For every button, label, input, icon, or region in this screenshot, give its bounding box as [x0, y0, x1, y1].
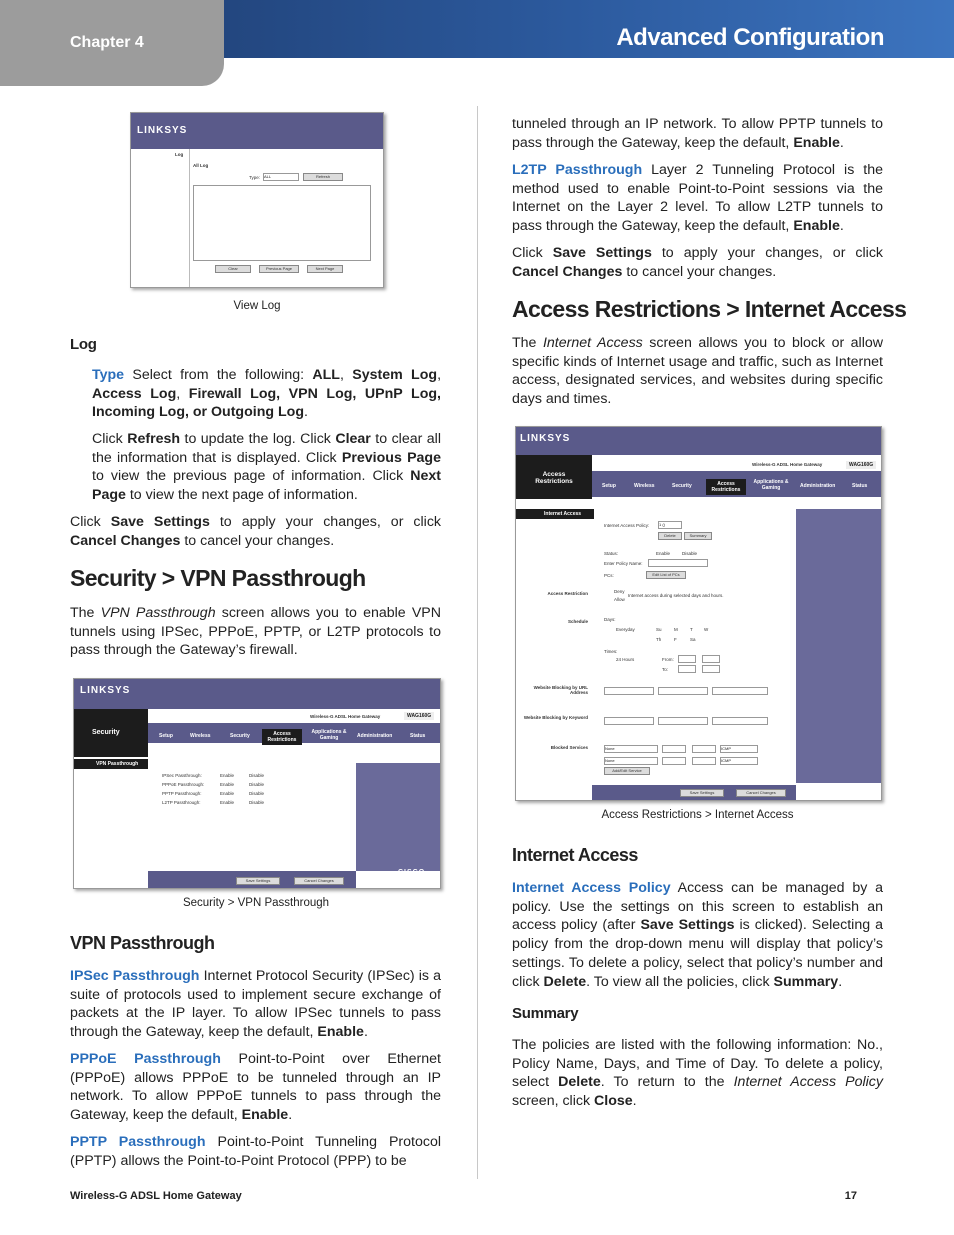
type-label: Type:: [249, 175, 261, 180]
text: Layer 2 Tunneling Protocol is the method used to enable Point-to-Point sessions via the Internet on the Layer 2 level. To allow L2TP tunnels to pass through the Gateway, keep the default,: [512, 162, 883, 235]
access-restrictions-heading: Access Restrictions > Internet Access: [512, 296, 907, 322]
footer-product: Wireless-G ADSL Home Gateway: [70, 1190, 242, 1202]
cancel-changes-button[interactable]: Cancel Changes: [294, 877, 344, 885]
save-settings-button[interactable]: Save Settings: [236, 877, 280, 885]
url-input[interactable]: [658, 687, 708, 695]
to-label: To:: [662, 667, 669, 672]
text: .: [838, 973, 843, 990]
column-divider: [477, 106, 478, 1179]
enable-radio[interactable]: Enable: [220, 773, 235, 778]
text: Previous Page: [341, 449, 441, 466]
text: to clear all the information that is displayed. Click: [92, 431, 441, 466]
url-input[interactable]: [604, 687, 654, 695]
to-minute-select[interactable]: [702, 665, 720, 673]
deny-radio[interactable]: Deny: [614, 589, 625, 594]
disable-radio[interactable]: Disable: [249, 773, 265, 778]
tab-security[interactable]: Security: [230, 733, 250, 739]
allow-radio[interactable]: Allow: [614, 597, 625, 602]
text: The policies are listed with the following information: No., Policy Name, Days, and Time of Day. To delete a policy, select: [512, 1037, 883, 1091]
day-m[interactable]: M: [674, 627, 678, 632]
tab-status[interactable]: Status: [852, 483, 868, 489]
24-hours-radio[interactable]: 24 Hours: [616, 657, 635, 662]
tab-status[interactable]: Status: [410, 733, 426, 739]
day-su[interactable]: Su: [656, 627, 662, 632]
text: Internet Access Policy: [733, 1074, 883, 1091]
product-name: Wireless-G ADSL Home Gateway: [752, 462, 823, 467]
text: Select from the following:: [124, 367, 313, 383]
text: Summary: [773, 973, 839, 990]
tab-wireless[interactable]: Wireless: [190, 733, 211, 739]
text: The: [512, 335, 543, 351]
view-log-screenshot: [130, 112, 384, 288]
keyword-input[interactable]: [604, 717, 654, 725]
text: System Log: [352, 367, 438, 383]
disable-radio[interactable]: Disable: [249, 782, 265, 787]
edit-pcs-button[interactable]: Edit List of PCs: [646, 571, 686, 579]
protocol-select[interactable]: ICMP: [720, 745, 758, 753]
policy-name-label: Enter Policy Name:: [604, 561, 643, 566]
l2tp-term: L2TP Passthrough: [512, 162, 643, 178]
type-paragraph: [92, 366, 441, 422]
pptp-continued: [512, 115, 883, 152]
section-label: Access Restrictions: [535, 471, 573, 485]
everyday-checkbox[interactable]: Everyday: [616, 627, 635, 632]
page-header-title: Advanced Configuration: [616, 24, 884, 51]
internet-access-subheading: Internet Access: [512, 845, 638, 865]
keyword-input[interactable]: [712, 717, 768, 725]
text: Save Settings: [110, 514, 210, 530]
save-paragraph-left: [70, 513, 441, 550]
next-page-button[interactable]: Next Page: [307, 265, 343, 273]
divider: [189, 149, 190, 287]
text: screen, click: [512, 1093, 594, 1110]
text: .: [363, 1024, 368, 1041]
pppoe-row: PPPoE Passthrough:: [162, 782, 205, 787]
product-bar: [592, 455, 881, 471]
summary-heading: Summary: [512, 1005, 579, 1022]
times-label: Times:: [604, 649, 618, 654]
model-label: WAG160G: [846, 461, 876, 469]
text: Cancel Changes: [512, 263, 623, 280]
text: Clear: [335, 431, 371, 447]
text: ,: [176, 385, 189, 402]
page-number: 17: [844, 1190, 857, 1202]
text: Point-to-Point Tunneling Protocol (PPTP) allows the Point-to-Point Protocol (PPP) to be: [70, 1134, 441, 1169]
ipsec-row: IPSec Passthrough:: [162, 773, 202, 778]
summary-button[interactable]: Summary: [684, 532, 712, 540]
tab-access-restrictions[interactable]: Access Restrictions: [262, 729, 302, 745]
day-f[interactable]: F: [674, 637, 677, 642]
text: Access Log: [92, 385, 177, 402]
internet-access-label: Internet Access: [544, 511, 582, 517]
text: VPN Passthrough: [100, 605, 216, 621]
add-edit-service-button[interactable]: Add/Edit Service: [604, 767, 650, 775]
access-restrictions-caption: Access Restrictions > Internet Access: [601, 809, 794, 821]
text: to apply your changes, or click: [651, 245, 884, 261]
pppoe-term: PPPoE Passthrough: [70, 1051, 221, 1067]
refresh-paragraph: [92, 430, 441, 505]
tab-administration[interactable]: Administration: [800, 483, 836, 489]
text: screen allows you to block or allow specific kinds of Internet usage and traffic, such as Internet access, designated services, and websites during specific days and times.: [512, 335, 884, 408]
text: ,: [339, 367, 353, 383]
pcs-label: PCs:: [604, 573, 614, 578]
view-log-caption: View Log: [233, 300, 281, 312]
type-term: Type: [92, 367, 125, 383]
days-label: Days:: [604, 617, 616, 622]
service-select[interactable]: None: [604, 757, 658, 765]
text: . To view all the policies, click: [586, 973, 774, 990]
refresh-button[interactable]: Refresh: [303, 173, 343, 181]
previous-page-button[interactable]: Previous Page: [259, 265, 299, 273]
text: to view the previous page of information. Click: [92, 468, 411, 485]
enable-radio[interactable]: Enable: [656, 551, 671, 556]
access-restrictions-screenshot: [515, 426, 882, 801]
all-log-title: All Log: [193, 163, 209, 168]
keyword-input[interactable]: [658, 717, 708, 725]
product-name: Wireless-G ADSL Home Gateway: [310, 714, 381, 719]
policy-name-input[interactable]: [648, 559, 708, 567]
text: The: [70, 605, 101, 621]
tab-access-restrictions[interactable]: Access Restrictions: [706, 479, 746, 495]
tab-setup[interactable]: Setup: [159, 733, 173, 739]
text: Firewall Log, VPN Log, UPnP Log, Incoming Log, or Outgoing Log: [92, 385, 441, 421]
l2tp-paragraph: [512, 161, 883, 236]
pptp-row: PPTP Passthrough:: [162, 791, 202, 796]
text: Click: [70, 514, 111, 530]
port-input[interactable]: [662, 757, 686, 765]
ipsec-term: IPSec Passthrough: [70, 968, 200, 984]
l2tp-row: L2TP Passthrough:: [162, 800, 201, 805]
text: Enable: [793, 218, 840, 235]
blocked-services-label: Blocked Services: [550, 745, 588, 750]
day-w[interactable]: W: [704, 627, 709, 632]
policy-select[interactable]: 1 (): [658, 521, 682, 529]
tab-security[interactable]: Security: [672, 483, 692, 489]
text: .: [303, 404, 308, 421]
text: Internet Access: [542, 335, 643, 351]
text: Close: [594, 1093, 633, 1110]
text: .: [839, 134, 844, 151]
status-label: Status:: [604, 551, 619, 556]
text: Click: [92, 431, 128, 447]
port-input[interactable]: [692, 757, 716, 765]
enable-radio[interactable]: Enable: [220, 800, 235, 805]
policy-label: Internet Access Policy:: [604, 523, 650, 528]
disable-radio[interactable]: Disable: [682, 551, 698, 556]
text: to update the log. Click: [180, 431, 336, 447]
text: Enable: [793, 134, 840, 151]
deny-description: Internet access during selected days and hours.: [628, 593, 724, 598]
vpn-heading: Security > VPN Passthrough: [70, 565, 366, 591]
from-minute-select[interactable]: [702, 655, 720, 663]
help-panel: [356, 763, 440, 871]
text: Click: [512, 245, 553, 261]
text: to cancel your changes.: [622, 263, 777, 280]
screenshot-header: [516, 427, 881, 455]
tab-wireless[interactable]: Wireless: [634, 483, 655, 489]
text: Next Page: [92, 468, 441, 504]
from-hour-select[interactable]: [678, 655, 696, 663]
vpn-subheading: VPN Passthrough: [70, 933, 215, 953]
schedule-label: Schedule: [567, 619, 588, 624]
day-t[interactable]: T: [690, 627, 693, 632]
text: Save Settings: [640, 917, 735, 934]
pptp-term: PPTP Passthrough: [70, 1134, 206, 1150]
url-blocking-label: Website Blocking by URL Address: [533, 685, 588, 695]
text: screen allows you to enable VPN tunnels using IPSec, PPPoE, PPTP, or L2TP protocols to pass through the Gateway’s firewall.: [70, 605, 441, 659]
section-label: Security: [92, 729, 120, 736]
chapter-label: Chapter 4: [70, 34, 144, 51]
text: Access can be managed by a policy. Use the settings on this screen to establish an access policy (after: [512, 880, 884, 934]
log-heading: Log: [70, 336, 97, 353]
text: Delete: [543, 973, 587, 990]
text: Enable: [241, 1107, 289, 1124]
text: .: [288, 1107, 293, 1124]
vpn-passthrough-label: VPN Passthrough: [96, 761, 139, 767]
tab-administration[interactable]: Administration: [357, 733, 393, 739]
linksys-logo: LINKSYS: [520, 433, 571, 444]
text: Enable: [317, 1024, 364, 1041]
text: is clicked). Selecting a policy from the drop-down menu will display that policy’s settings. To delete a policy, select that policy’s number and click: [512, 917, 883, 990]
delete-button[interactable]: Delete: [658, 532, 682, 540]
enable-radio[interactable]: Enable: [220, 782, 235, 787]
disable-radio[interactable]: Disable: [249, 800, 265, 805]
cisco-logo: CISCO: [838, 783, 866, 790]
url-input[interactable]: [712, 687, 768, 695]
day-sa[interactable]: Sa: [690, 637, 696, 642]
port-input[interactable]: [662, 745, 686, 753]
vpn-caption: Security > VPN Passthrough: [182, 897, 330, 909]
cancel-changes-button[interactable]: Cancel Changes: [736, 789, 786, 797]
protocol-select[interactable]: ICMP: [720, 757, 758, 765]
save-settings-button[interactable]: Save Settings: [680, 789, 724, 797]
model-label: WAG160G: [404, 712, 434, 720]
save-paragraph-right: [512, 244, 883, 281]
disable-radio[interactable]: Disable: [249, 791, 265, 796]
linksys-logo: LINKSYS: [80, 685, 131, 696]
log-area: [193, 185, 371, 261]
product-bar: [148, 709, 440, 721]
pppoe-paragraph: [70, 1050, 441, 1125]
access-restriction-label: Access Restriction: [547, 591, 588, 596]
linksys-logo: LINKSYS: [137, 125, 188, 136]
text: . To return to the: [600, 1074, 734, 1091]
text: .: [632, 1093, 637, 1110]
text: tunneled through an IP network. To allow PPTP tunnels to pass through the Gateway, keep the default,: [512, 116, 883, 151]
vpn-screenshot: [73, 678, 441, 889]
to-hour-select[interactable]: [678, 665, 696, 673]
log-section-label: Log: [175, 152, 184, 157]
text: Internet Protocol Security (IPSec) is a suite of protocols used to implement secure exchange of packets at the IP layer. To allow IPSec tunnels to pass through the Gateway, keep the default,: [70, 968, 441, 1041]
access-restrictions-intro: [512, 334, 883, 409]
text: to apply your changes, or click: [209, 514, 442, 530]
type-select[interactable]: ALL: [263, 173, 299, 181]
text: Cancel Changes: [70, 532, 181, 549]
text: to view the next page of information.: [125, 487, 358, 504]
help-panel: [796, 509, 881, 783]
tab-applications-gaming[interactable]: Applications & Gaming: [753, 479, 789, 491]
clear-button[interactable]: Clear: [215, 265, 251, 273]
internet-access-policy-paragraph: [512, 879, 883, 991]
keyword-blocking-label: Website Blocking by Keyword: [523, 715, 588, 720]
summary-paragraph: [512, 1036, 883, 1111]
internet-access-policy-term: Internet Access Policy: [512, 880, 671, 896]
text: Point-to-Point over Ethernet (PPPoE) allows PPPoE to be tunneled through an IP network. To allow PPPoE tunnels to pass through the Gateway, keep the default,: [70, 1051, 441, 1124]
port-input[interactable]: [692, 745, 716, 753]
chapter-tab: [0, 0, 224, 86]
text: ALL: [312, 367, 340, 383]
cisco-logo: CISCO: [398, 869, 426, 876]
from-label: From:: [662, 657, 674, 662]
text: Delete: [558, 1074, 601, 1091]
service-select[interactable]: None: [604, 745, 658, 753]
text: .: [839, 218, 844, 235]
enable-radio[interactable]: Enable: [220, 791, 235, 796]
text: Save Settings: [552, 245, 652, 261]
vpn-intro: [70, 604, 441, 660]
text: ,: [437, 367, 442, 383]
pptp-paragraph: [70, 1133, 441, 1170]
day-th[interactable]: Th: [656, 637, 662, 642]
text: to cancel your changes.: [180, 532, 335, 549]
tab-applications-gaming[interactable]: Applications & Gaming: [311, 729, 347, 741]
text: Refresh: [127, 431, 181, 447]
ipsec-paragraph: [70, 967, 441, 1042]
tab-setup[interactable]: Setup: [602, 483, 616, 489]
